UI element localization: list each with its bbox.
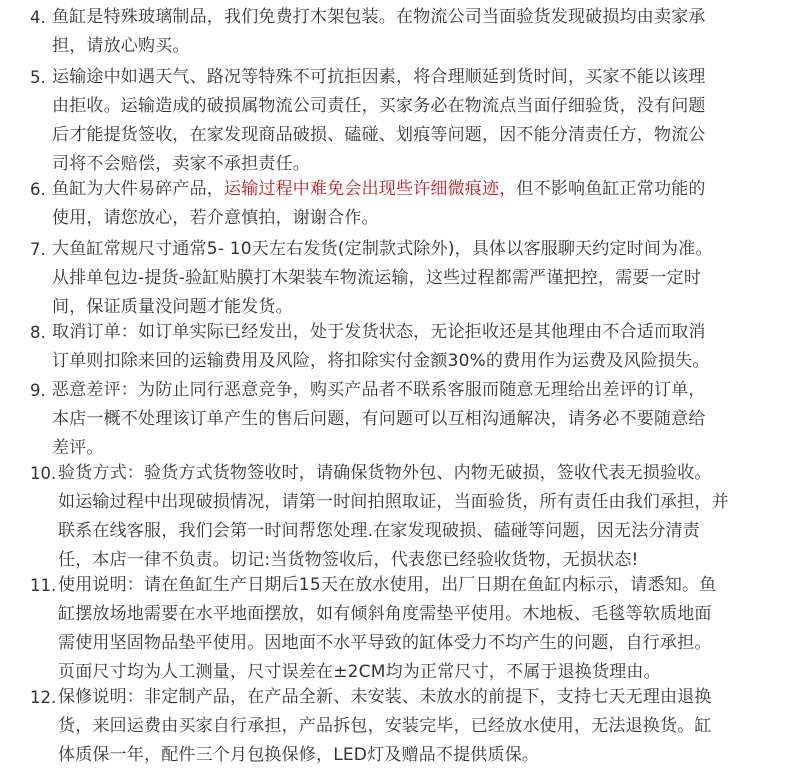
item-line: 需使用坚固物品垫平使用。因地面不水平导致的缸体受力不均产生的问题，自行承担。: [58, 633, 712, 653]
item-line: 使用说明：请在鱼缸生产日期后15天在放水使用，出厂日期在鱼缸内标示，请悉知。鱼: [58, 575, 717, 595]
item-line: 大鱼缸常规尺寸通常5- 10天左右发货(定制款式除外)，具体以客服聊天约定时间为准。: [52, 239, 713, 259]
item-line: 运输途中如遇天气、路况等特殊不可抗拒因素，将合理顺延到货时间，买家不能以该理: [52, 67, 706, 87]
item-line: 从排单包边-提货-验缸贴膜打木架装车物流运输，这些过程都需严谨把控，需要一定时: [52, 268, 702, 288]
item-line: 司将不会赔偿，卖家不承担责任。: [52, 154, 310, 174]
item-number: 5.: [30, 68, 46, 87]
item-line: 取消订单：如订单实际已经发出，处于发货状态，无论拒收还是其他理由不合适而取消: [52, 322, 706, 342]
item-line: 如运输过程中出现破损情况，请第一时间拍照取证，当面验货，所有责任由我们承担，并: [58, 492, 729, 512]
item-line-text: 但不影响鱼缸正常功能的: [516, 179, 706, 199]
item-number: 11.: [30, 576, 57, 595]
item-line: 使用，请您放心，若介意慎拍，谢谢合作。: [52, 208, 379, 228]
item-number: 7.: [30, 240, 46, 259]
item-line-text: 鱼缸为大件易碎产品，: [52, 179, 224, 199]
item-line: 联系在线客服，我们会第一时间帮您处理.在家发现破损、磕碰等问题，因无法分清责: [58, 521, 701, 541]
item-line: 货，来回运费由买家自行承担，产品拆包，安装完毕，已经放水使用，无法退换货。缸: [58, 716, 712, 736]
item-line: 间，保证质量没问题才能发货。: [52, 297, 293, 317]
highlighted-warning-text: 运输过程中难免会出现些许细微痕迹，: [224, 179, 517, 199]
item-number: 4.: [30, 8, 46, 27]
item-line: [52, 175, 706, 204]
item-line: 差评。: [52, 438, 104, 458]
item-line: 保修说明：非定制产品，在产品全新、未安装、未放水的前提下，支持七天无理由退换: [58, 687, 712, 707]
item-number: 12.: [30, 688, 57, 707]
item-line: 体质保一年，配件三个月包换保修，LED灯及赠品不提供质保。: [58, 745, 540, 765]
item-line: 订单则扣除来回的运输费用及风险，将扣除实付金额30%的费用作为运费及风险损失。: [52, 351, 710, 371]
item-line: 页面尺寸均为人工测量，尺寸误差在±2CM均为正常尺寸，不属于退换货理由。: [58, 662, 661, 682]
item-line: 鱼缸是特殊玻璃制品，我们免费打木架包装。在物流公司当面验货发现破损均由卖家承: [52, 7, 706, 27]
item-line: 缸摆放场地需要在水平地面摆放，如有倾斜角度需垫平使用。木地板、毛毯等软质地面: [58, 604, 712, 624]
item-number: 10.: [30, 464, 57, 483]
item-line: 恶意差评：为防止同行恶意竞争，购买产品者不联系客服而随意无理给出差评的订单，: [52, 380, 706, 400]
item-line: 验货方式：验货方式货物签收时，请确保货物外包、内物无破损，签收代表无损验收。: [58, 463, 712, 483]
item-line: 担，请放心购买。: [52, 36, 190, 56]
item-line: 由拒收。运输造成的破损属物流公司责任，买家务必在物流点当面仔细验货，没有问题: [52, 96, 706, 116]
item-line: 任，本店一律不负责。切记:当货物签收后，代表您已经验收货物，无损状态!: [58, 550, 639, 570]
item-number: 8.: [30, 323, 46, 342]
item-number: 6.: [30, 180, 46, 199]
item-line: 本店一概不处理该订单产生的售后问题，有问题可以互相沟通解决，请务必不要随意给: [52, 409, 706, 429]
item-number: 9.: [30, 381, 46, 400]
item-line: 后才能提货签收，在家发现商品破损、磕碰、划痕等问题，因不能分清责任方，物流公: [52, 125, 706, 145]
